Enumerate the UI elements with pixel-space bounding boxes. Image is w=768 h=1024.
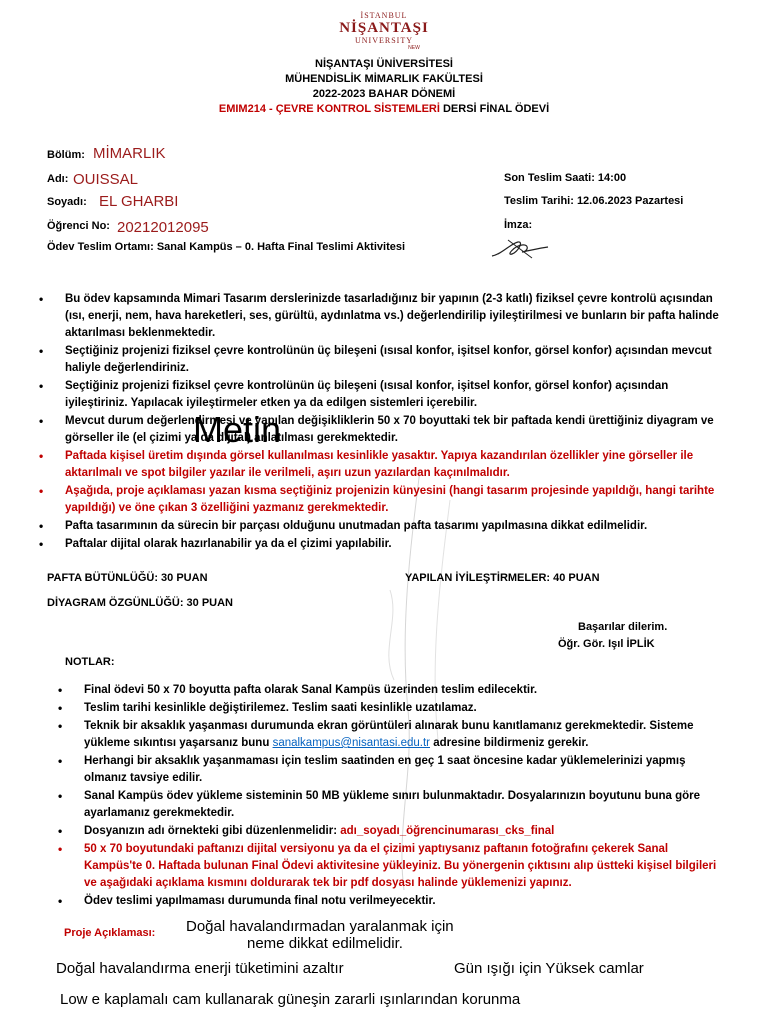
faculty-name: MÜHENDİSLİK MİMARLIK FAKÜLTESİ [285,73,483,85]
proje-text-3: Doğal havalandırma enerji tüketimini azaltır [56,960,344,977]
note-item: • Herhangi bir aksaklık yaşanmaması için teslim saatinden en geç 1 saat öncesine kadar yüklemelerinizi yapmış olmanız tavsiye edilir. [58,753,726,787]
note-item: • 50 x 70 boyutundaki paftanızı dijital versiyonu ya da el çizimi yaptıysanız paftanın fotoğrafını çekerek Sanal Kampüs'te 0. Haftada bulunan Final Ödevi aktivitesine yükleyiniz. Bu yönergenin çıktısını alıp üstteki kişisel bilgileri ve aşağıdaki açıklama kısmını doldurarak tek bir pdf dosyası halinde yüklemenizi yapınız. [58,841,726,892]
term: 2022-2023 BAHAR DÖNEMİ [312,88,456,100]
instruction-item: • Mevcut durum değerlendirmesi ve yapılan değişikliklerin 50 x 70 boyuttaki tek bir paftada kendi ürettiğiniz diyagram ve görseller ile (el çizimi ya da dijital) anlatılması gerekmektedir. [39,413,723,447]
signoff-line2: Öğr. Gör. Işıl İPLİK [558,638,655,650]
logo-line-new: NEW [408,45,420,51]
note-item [58,718,726,752]
imza-label: İmza: [504,219,533,231]
email-link[interactable]: sanalkampus@nisantasi.edu.tr [272,737,430,749]
instruction-item: • Bu ödev kapsamında Mimari Tasarım derslerinizde tasarladığınız bir yapının (2-3 katlı) fiziksel çevre kontrolü açısından (ısı, enerji, nem, hava hareketleri, ses, gürültü, aydınlatma vs.) değerlendirilip iyileştirilmesi ve bunların bir pafta halinde aktarılması beklenmektedir. [39,291,723,342]
proje-text-1: Doğal havalandırmadan yaralanmak için [186,918,454,935]
instruction-list [39,291,723,554]
instruction-item: • Seçtiğiniz projenizi fiziksel çevre kontrolünün üç bileşeni (ısısal konfor, işitsel konfor, görsel konfor) açısından mevcut haliyle değerlendiriniz. [39,343,723,377]
ogrenci-label: Öğrenci No: [47,220,110,232]
bolum-value: MİMARLIK [93,145,166,162]
course-suffix: DERSİ FİNAL ÖDEVİ [442,103,550,115]
signature-icon [488,230,552,264]
instruction-item: • Pafta tasarımının da sürecin bir parçası olduğunu unutmadan pafta tasarımı yapılmasına dikkat edilmelidir. [39,518,723,535]
course-title [0,102,768,117]
logo-line-istanbul: İSTANBUL [360,11,408,20]
proje-text-5: Low e kaplamalı cam kullanarak güneşin zararli ışınlarından korunma [60,991,521,1008]
proje-text-2: neme dikkat edilmelidir. [247,935,403,952]
logo-line-university: UNIVERSITY [355,36,413,45]
note-text: Dosyanızın adı örnekteki gibi düzenlenmelidir: [84,825,341,837]
score-pafta: PAFTA BÜTÜNLÜĞÜ: 30 PUAN [47,572,208,584]
filename-example: adı_soyadı_öğrencinumarası_cks_final [340,825,555,837]
notes-title: NOTLAR: [65,656,115,668]
overlay-metin-text: Metin [193,409,282,450]
instruction-item: • Paftada kişisel üretim dışında görsel kullanılması kesinlikle yasaktır. Yapıya kazandırılan özellikler yine görseller ile aktarılmalı ve spot bilgiler yazılar ile verilmeli, aşırı uzun yazılardan kaçınılmalıdır. [39,448,723,482]
soyadi-label: Soyadı: [47,196,87,208]
instruction-item: • Paftalar dijital olarak hazırlanabilir ya da el çizimi yapılabilir. [39,536,723,553]
note-text: adresine bildirmeniz gerekir. [430,737,589,749]
proje-aciklamasi-label: Proje Açıklaması: [64,927,156,939]
university-name: NİŞANTAŞI ÜNİVERSİTESİ [315,58,453,70]
logo-line-nisantasi: NİŞANTAŞI [339,20,429,36]
son-teslim-saati: Son Teslim Saati: 14:00 [504,172,627,184]
instruction-item: • Aşağıda, proje açıklaması yazan kısma seçtiğiniz projenizin künyesini (hangi tasarım projesinde yapıldığı, hangi tarihte yapıldığı) ve öne çıkan 3 özelliğini yazmanız gerekmektedir. [39,483,723,517]
notes-list [58,682,726,911]
note-item [58,823,726,840]
ogrenci-value: 20212012095 [117,219,209,236]
proje-text-4: Gün ışığı için Yüksek camlar [454,960,644,977]
note-item: • Teslim tarihi kesinlikle değiştirilemez. Teslim saati kesinlikle uzatılamaz. [58,700,726,717]
score-diyagram: DİYAGRAM ÖZGÜNLÜĞÜ: 30 PUAN [47,597,233,609]
instruction-item: • Seçtiğiniz projenizi fiziksel çevre kontrolünün üç bileşeni (ısısal konfor, işitsel konfor, görsel konfor) açısından iyileştiriniz. Yapılacak iyileştirmeler etken ya da edilgen sistemleri içerebilir. [39,378,723,412]
signoff-line1: Başarılar dilerim. [578,621,668,633]
note-item: • Ödev teslimi yapılmaması durumunda final notu verilmeyecektir. [58,893,726,910]
adi-label: Adı: [47,173,69,185]
teslim-tarihi: Teslim Tarihi: 12.06.2023 Pazartesi [504,195,684,207]
score-iyilestirme: YAPILAN İYİLEŞTİRMELER: 40 PUAN [405,572,600,584]
course-code: EMIM214 - ÇEVRE KONTROL SİSTEMLERİ [218,103,440,115]
document-header [0,57,768,117]
note-item: • Final ödevi 50 x 70 boyutta pafta olarak Sanal Kampüs üzerinden teslim edilecektir. [58,682,726,699]
soyadi-value: EL GHARBI [99,193,179,210]
university-logo [324,11,444,51]
bolum-label: Bölüm: [47,149,85,161]
adi-value: OUISSAL [73,171,139,188]
note-text: Teknik bir aksaklık yaşanması durumunda ekran görüntüleri alınarak bunu kanıtlamanız gerekmektedir. Sisteme yükleme sıkıntısı yaşarsanız bunu [84,720,694,749]
note-item: • Sanal Kampüs ödev yükleme sisteminin 50 MB yükleme sınırı bulunmaktadır. Dosyalarınızın boyutunu buna göre ayarlamanız gerekmektedir. [58,788,726,822]
teslim-ortami: Ödev Teslim Ortamı: Sanal Kampüs – 0. Hafta Final Teslimi Aktivitesi [47,241,406,253]
